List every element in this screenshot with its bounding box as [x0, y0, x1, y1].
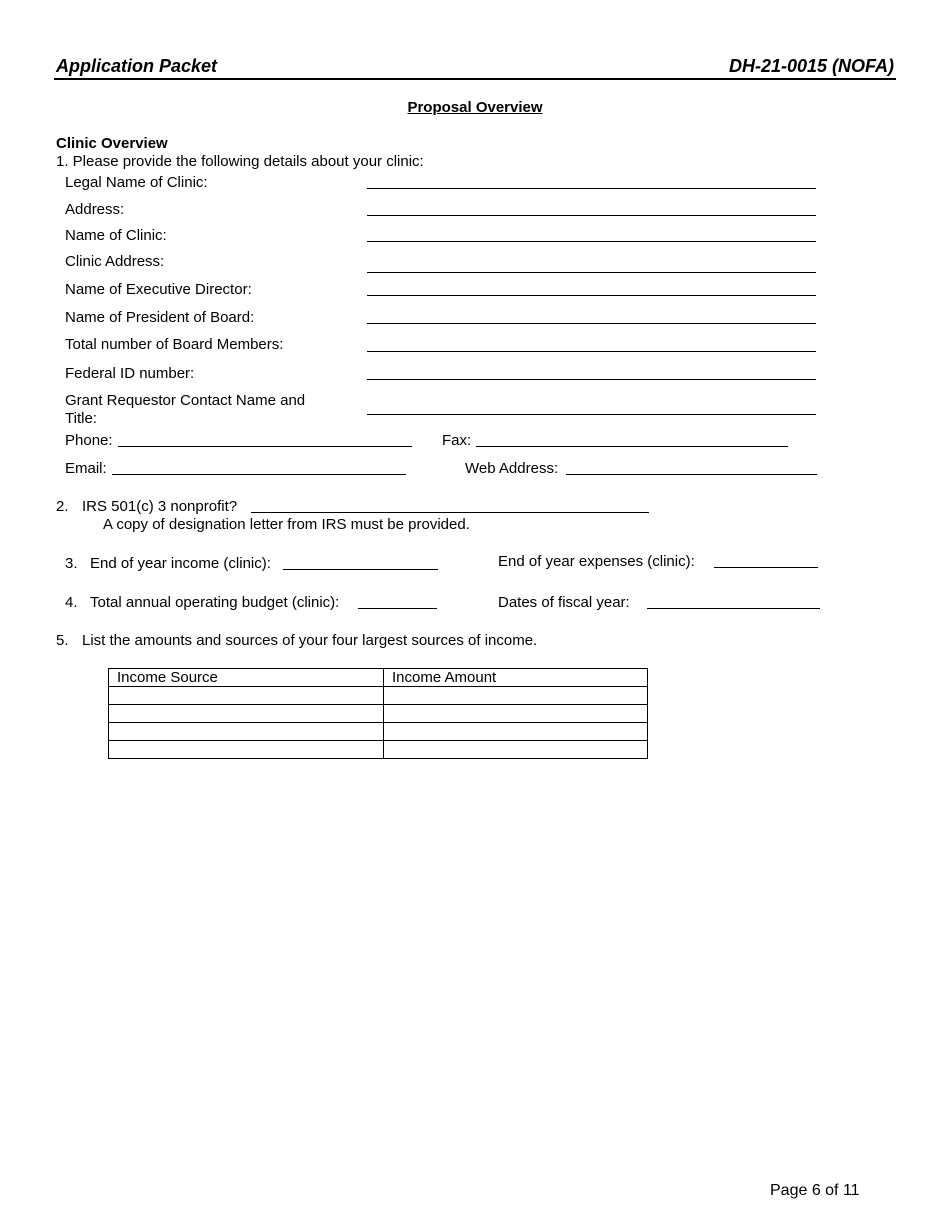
field-label-executive-director: Name of Executive Director: [65, 281, 252, 298]
field-label-grant-contact-line1: Grant Requestor Contact Name and [65, 392, 306, 409]
table-row [109, 705, 648, 723]
field-label-email: Email: [65, 460, 107, 477]
column-header-income-source: Income Source [109, 669, 384, 687]
federal-id-input-line[interactable] [367, 379, 816, 380]
question-4-text: Total annual operating budget (clinic): [90, 594, 340, 611]
question-5-number: 5. [56, 632, 69, 649]
email-input-line[interactable] [112, 474, 406, 475]
field-label-federal-id: Federal ID number: [65, 365, 195, 382]
question-1-text: 1. Please provide the following details about your clinic: [56, 153, 424, 170]
question-4-right-label: Dates of fiscal year: [498, 594, 630, 611]
clinic-name-input-line[interactable] [367, 241, 816, 242]
operating-budget-input-line[interactable] [358, 608, 437, 609]
table-row [109, 723, 648, 741]
question-3-number: 3. [65, 555, 78, 572]
question-2-note: A copy of designation letter from IRS must be provided. [103, 516, 470, 533]
field-label-grant-contact-line2: Title: [65, 410, 97, 427]
board-president-input-line[interactable] [367, 323, 816, 324]
income-source-cell[interactable] [109, 705, 384, 723]
question-4-number: 4. [65, 594, 78, 611]
field-label-board-members: Total number of Board Members: [65, 336, 284, 353]
clinic-overview-heading: Clinic Overview [56, 135, 168, 152]
clinic-address-input-line[interactable] [367, 272, 816, 273]
page-number: Page 6 of 11 [770, 1182, 860, 1199]
table-header-row [109, 669, 648, 687]
field-label-web-address: Web Address: [465, 460, 559, 477]
field-label-board-president: Name of President of Board: [65, 309, 255, 326]
grant-contact-input-line[interactable] [367, 414, 816, 415]
address-input-line[interactable] [367, 215, 816, 216]
income-amount-cell[interactable] [384, 687, 648, 705]
year-end-income-input-line[interactable] [283, 569, 438, 570]
question-2-number: 2. [56, 498, 69, 515]
section-title: Proposal Overview [407, 99, 543, 116]
field-label-fax: Fax: [442, 432, 472, 449]
income-source-cell[interactable] [109, 687, 384, 705]
legal-name-input-line[interactable] [367, 188, 816, 189]
web-address-input-line[interactable] [566, 474, 817, 475]
field-label-legal-name: Legal Name of Clinic: [65, 174, 208, 191]
irs-nonprofit-input-line[interactable] [251, 512, 649, 513]
phone-input-line[interactable] [118, 446, 412, 447]
field-label-phone: Phone: [65, 432, 113, 449]
question-3-right-label: End of year expenses (clinic): [498, 553, 695, 570]
income-table [108, 668, 648, 759]
field-label-address: Address: [65, 201, 125, 218]
executive-director-input-line[interactable] [367, 295, 816, 296]
header-rule [54, 78, 896, 80]
question-3-text: End of year income (clinic): [90, 555, 271, 572]
fax-input-line[interactable] [476, 446, 788, 447]
year-end-expenses-input-line[interactable] [714, 567, 818, 568]
field-label-clinic-name: Name of Clinic: [65, 227, 167, 244]
question-5-text: List the amounts and sources of your four largest sources of income. [82, 632, 538, 649]
table-row [109, 741, 648, 759]
header-right-title: DH-21-0015 (NOFA) [728, 56, 894, 76]
question-2-text: IRS 501(c) 3 nonprofit? [82, 498, 238, 515]
column-header-income-amount: Income Amount [384, 669, 648, 687]
income-amount-cell[interactable] [384, 705, 648, 723]
field-label-clinic-address: Clinic Address: [65, 253, 165, 270]
income-source-cell[interactable] [109, 741, 384, 759]
table-row [109, 687, 648, 705]
board-members-input-line[interactable] [367, 351, 816, 352]
header-left-title: Application Packet [56, 56, 218, 76]
income-amount-cell[interactable] [384, 723, 648, 741]
income-amount-cell[interactable] [384, 741, 648, 759]
fiscal-year-dates-input-line[interactable] [647, 608, 820, 609]
income-source-cell[interactable] [109, 723, 384, 741]
